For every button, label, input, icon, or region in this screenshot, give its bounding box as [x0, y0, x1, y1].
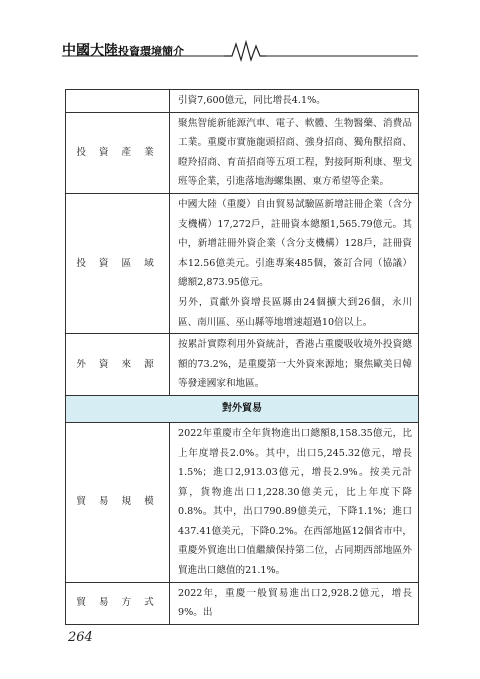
table-row — [66, 334, 419, 396]
row-label: 投資產業 — [66, 112, 170, 193]
section-title: 對外貿易 — [66, 395, 419, 422]
header-title — [62, 40, 184, 60]
row-paragraph: 聚焦智能新能源汽車、電子、軟體、生物醫藥、消費品工業。重慶市實施龍頭招商、強身招商、獨角獸招商、瞪羚招商、育苗招商等五項工程，對接阿斯利康、聖戈班等企業，引進落地海螺集團、東方希望等企業。 — [178, 117, 412, 188]
row-label — [66, 90, 170, 113]
row-paragraph: 引資7,600億元，同比增長4.1%。 — [178, 95, 326, 106]
section-header-row — [66, 395, 419, 422]
row-content — [170, 112, 419, 193]
row-paragraph: 2022年重慶市全年貨物進出口總額8,158.35億元，比上年度增長2.0%。其中，出口5,245.32億元，增長1.5%；進口2,913.03億元，增長2.9%。按美元計算，貨物進出口1,228.30億美元，比上年度下降0.8%。其中，出口790.89億美元，下降1.1%；進口437.41億美元，下降0.2%。在西部地區12個省市中，重慶外貿進出口值繼續保持第二位，占同期西部地區外貿進出口總值的21.1%。 — [178, 427, 412, 577]
row-paragraph: 中國大陸（重慶）自由貿易試驗區新增註冊企業（含分支機構）17,272戶，註冊資本總額1,565.79億元。其中，新增註冊外資企業（含分支機構）128戶，註冊資本12.56億美元。引進專案485個，簽訂合同（協議）總額2,873.95億元。 — [178, 198, 412, 289]
header-title-sub: 投資環境簡介 — [118, 45, 184, 58]
row-label: 投資區域 — [66, 193, 170, 333]
row-content — [170, 90, 419, 113]
row-paragraph: 按累計實際利用外資統計，香港占重慶吸收境外投資總額的73.2%，是重慶第一大外資來源地；聚焦歐美日韓等發達國家和地區。 — [178, 339, 412, 390]
table-row — [66, 422, 419, 582]
table-row — [66, 112, 419, 193]
table-row — [66, 90, 419, 113]
page-number: 264 — [68, 630, 93, 645]
table-row — [66, 582, 419, 624]
row-content — [170, 422, 419, 582]
table-row — [66, 193, 419, 333]
running-header — [60, 38, 420, 62]
row-paragraph: 2022年，重慶一般貿易進出口2,928.2億元，增長9%。出 — [178, 587, 412, 619]
row-label: 外資來源 — [66, 334, 170, 396]
info-table — [65, 89, 419, 625]
row-content — [170, 334, 419, 396]
header-title-main: 中國大陸 — [62, 43, 118, 59]
row-label: 貿易規模 — [66, 422, 170, 582]
row-content — [170, 193, 419, 333]
row-paragraph: 另外，貢獻外資增長區縣由24個擴大到26個，永川區、南川區、巫山縣等地增速超過10倍以上。 — [178, 296, 412, 328]
row-content — [170, 582, 419, 624]
row-label: 貿易方式 — [66, 582, 170, 624]
